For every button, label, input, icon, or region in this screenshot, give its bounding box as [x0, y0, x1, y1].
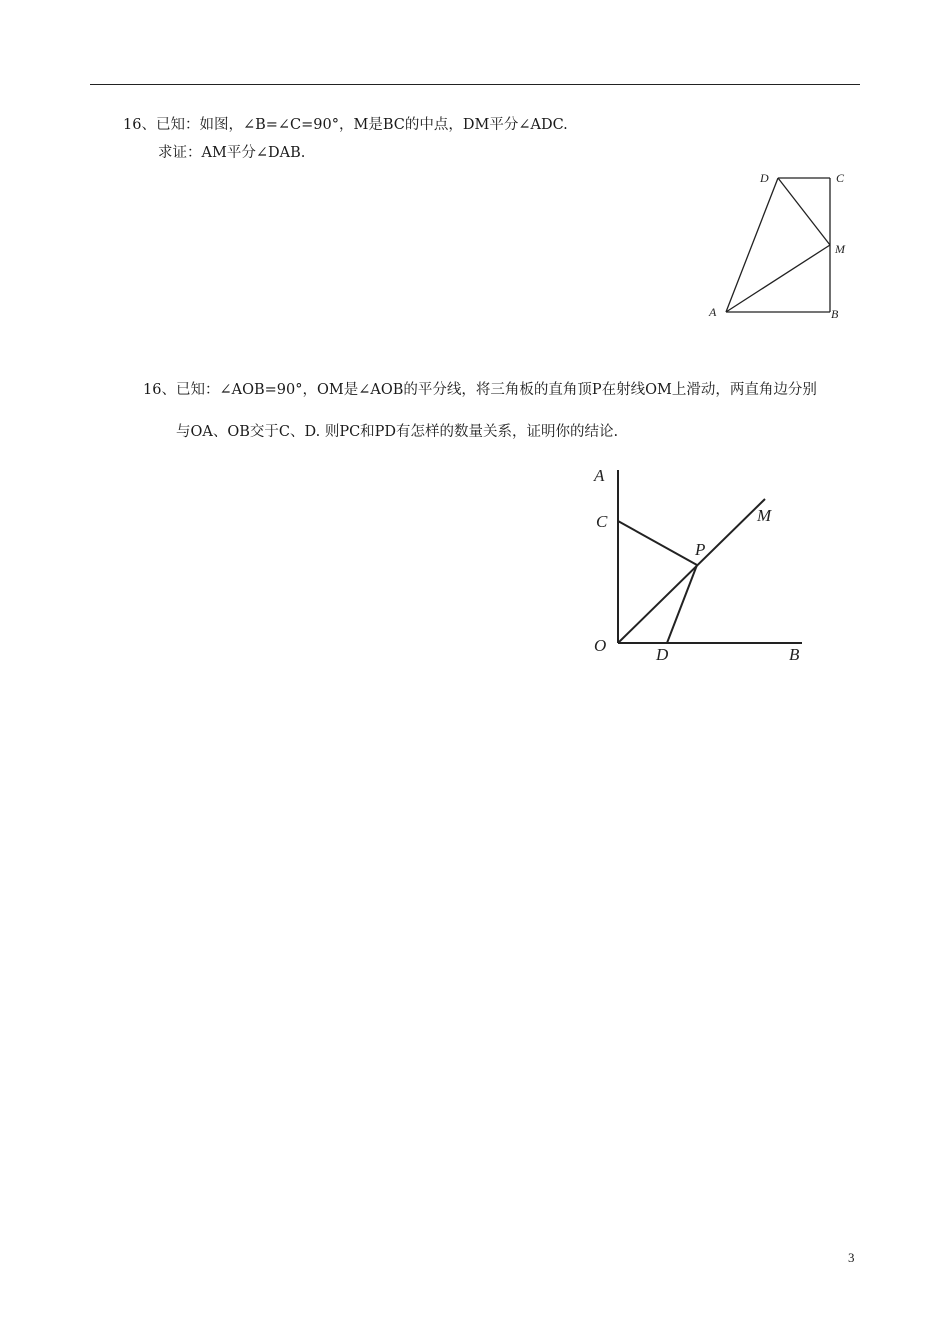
problem2-figure: [580, 460, 820, 670]
problem2-statement: 16、已知：∠AOB=90°，OM是∠AOB的平分线，将三角板的直角顶P在射线OM上滑动，两直角边分别: [143, 382, 817, 398]
segment-DM: [778, 178, 830, 245]
page-number: 3: [848, 1250, 855, 1265]
label-A: A: [594, 466, 605, 485]
header-rule: [90, 84, 860, 85]
problem1-figure: [700, 165, 860, 330]
problem2-question: 与OA、OB交于C、D. 则PC和PD有怎样的数量关系，证明你的结论.: [176, 424, 619, 440]
label-C: C: [596, 512, 608, 531]
label-M: M: [835, 242, 845, 256]
label-C: C: [836, 171, 845, 185]
segment-AM: [726, 245, 830, 312]
problem1-statement: 16、已知：如图，∠B=∠C=90°，M是BC的中点，DM平分∠ADC.: [123, 117, 568, 133]
problem1-prove: 求证：AM平分∠DAB.: [158, 145, 306, 161]
label-B: B: [831, 307, 839, 321]
label-B: B: [789, 645, 800, 664]
label-O: O: [594, 636, 607, 655]
label-A: A: [709, 305, 717, 319]
segment-CP: [618, 521, 697, 565]
label-M: M: [757, 506, 772, 525]
label-D: D: [760, 171, 769, 185]
segment-PD: [667, 565, 697, 643]
label-D: D: [656, 645, 669, 664]
ray-OM: [618, 499, 765, 643]
segment-AD: [726, 178, 778, 312]
label-P: P: [695, 540, 706, 559]
